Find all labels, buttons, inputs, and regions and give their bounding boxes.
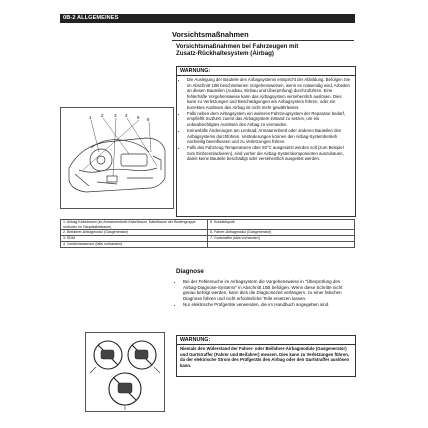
diagnose-item: • Nur elektrische Prüfgeräte verwenden, die im Handbuch angegeben sind. <box>183 302 354 308</box>
page-header-bar <box>60 14 355 23</box>
legend-cell <box>208 241 355 247</box>
legend-cell: 7. Gurtstraffer (falls vorhanden) <box>208 236 355 242</box>
svg-text:2: 2 <box>101 113 104 118</box>
legend-cell: 1. Airbag-Kabelbaum (im Armaturenbrett-Kabelbaum, Kabelbaum der Bodengruppe und/oder im Hauptkabelbaum) <box>61 220 208 230</box>
prohibited-measurement-drawing <box>86 333 164 411</box>
warning-item: • Falls des Fahrzeug Temperaturen über 93°C ausgesetzt werden soll (zum Beispiel zum Einbrennlackieren), sind vorher die Airbag-Systemkomponenten auszubauen, damit keine Bauteile beschädigt oder versehentlich ausgelöst werden. <box>187 145 352 162</box>
svg-text:3: 3 <box>114 113 117 118</box>
diagnose-body <box>176 279 354 308</box>
warning-body <box>177 76 355 163</box>
svg-text:4: 4 <box>125 113 128 118</box>
legend-cell: 2. Beifahrer-Airbagmodul (Gasgenerator) <box>61 230 208 236</box>
airbag-module-icon <box>101 350 114 359</box>
legend-cell: 6. Fahrer-Airbagmodul (Gasgenerator) <box>208 230 355 236</box>
airbag-module-icon <box>135 350 148 359</box>
subtitle-line-1: Vorsichtsmaßnahmen bei Fahrzeugen mit <box>176 43 299 50</box>
warning-text: Niemals den Widerstand der Fahrer- oder Beifahrer-Airbagmodule (Gasgenerator) und Gurtstraffer (Fahrer und Beifahrer) messen. Dies kann zu Verletzungen führen, da der elektrische Strom des Prüfgeräts den Airbag oder den Gurtstraffer auslösen kann. <box>180 346 350 368</box>
svg-text:5: 5 <box>137 115 140 120</box>
seatbelt-pretensioner-icon <box>118 383 132 393</box>
warning-box-airbag <box>176 66 356 217</box>
warning-item: • Falls neben dem Airbagsystem ein weiteres Fahrzeugsystem der Reparatur bedarf, empfiehlt SUZUKI zuerst das Airbagsystem instand zu setzen, um ein unbeabsichtigtes Auslösen des Airbag zu vermeiden. <box>187 111 352 128</box>
legend-row <box>61 220 355 230</box>
legend-row <box>61 241 355 247</box>
section-subtitle <box>176 43 354 58</box>
warning-label: WARNUNG: <box>177 336 355 345</box>
no-resistance-measurement-illustration <box>85 332 165 412</box>
airbag-layout-illustration <box>60 107 174 209</box>
warning-item: • Keinesfalls Änderungen am Lenkrad, Armaturenbrett oder anderen Bauteilen des Airbagsystems durchführen. Veränderungen können den Airbag-Systembetrieb nachteilig beeinflussen und zu Verletzungen führen. <box>187 128 352 145</box>
diagnose-item: • Bei der Fehlersuche im Airbagsystem die Vorgehensweise in "Überprüfung des Airbag-Diagnose-Systems" in Abschnitt 10B befolgen. Wenn diese Schritte nicht genau befolgt werden, kann dies die Diagnosezeit verlängern, zu einer falschen Diagnose führen und nicht erforderliche Teile ersetzen lassen. <box>183 279 354 301</box>
page-header-text: 0B-2 ALLGEMEINES <box>63 15 119 21</box>
diagnose-heading: Diagnose <box>176 268 204 275</box>
svg-text:6: 6 <box>147 117 150 122</box>
warning-box-resistance <box>176 335 356 377</box>
legend-cell: 5. Kontaktspule <box>208 220 355 230</box>
section-title: Vorsichtsmaßnahmen <box>172 30 354 41</box>
warning-body <box>177 345 355 369</box>
legend-cell: 4. Vorderbausensor (falls vorhanden) <box>61 241 208 247</box>
figure-legend-table <box>60 219 355 248</box>
vehicle-interior-drawing <box>61 108 173 208</box>
legend-cell: 3. SDM <box>61 236 208 242</box>
warning-label: WARNUNG: <box>177 67 355 76</box>
warning-item: • Die Auslegung der Bauteile des Airbagsystems entspricht der Abbildung. Befolgen Sie im Abschnitt 10B beschriebenen Vorgehensweisen, wenn es notwendig wird, Arbeiten an diesen Bauteilen (Ausbau, Einbau und Überprüfung) durchzuführen. Eine fehlerhafte Vorgehensweise kann das Airbagsystem versehentlich auslösen. Dies kann zu Verletzungen und Beschädigungen am Airbagsystem führen, oder ein korrektes Auslösen des Airbag ist nicht mehr gewährleistet. <box>187 77 352 111</box>
svg-text:1: 1 <box>89 115 92 120</box>
subtitle-line-2: Zusatz-Rückhaltesystem (Airbag) <box>176 50 274 58</box>
